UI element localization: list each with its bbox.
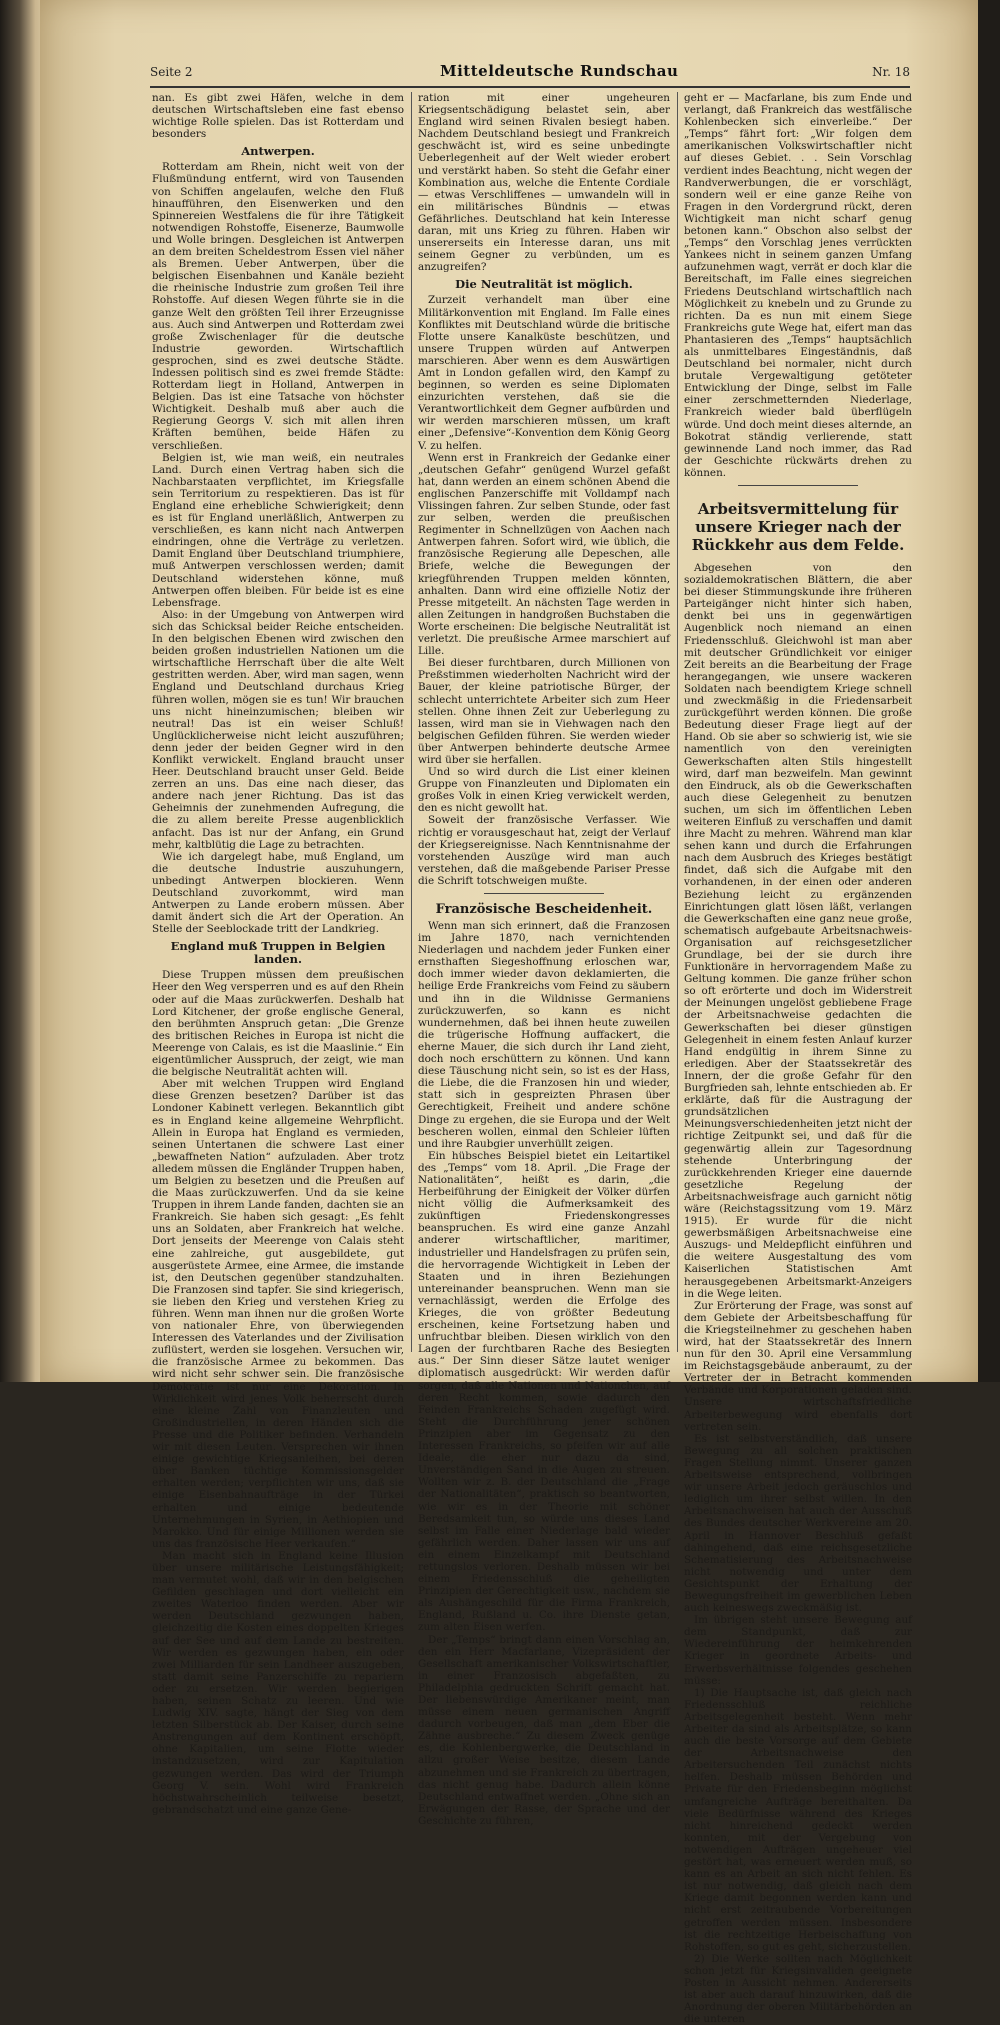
- paragraph: Der „Temps“ bringt dann einen Vorschlag an, den ein Herr Macfarlane, Vizepräsident der Gesellschaft amerikanischer Volkswirtschaftler, in einer Franzosisch abgefaßten, zu Philadelphia gedruckten Schrift gemacht hat. Der liebenswürdige Amerikaner meint, man müsse einem neuen germanischen Angriff dadurch vorbeugen, daß man „dem Eber die Zähne ausbreche.“ Zu diesem Zweck genüge es, die Kohlenbergwerke, die Deutschland in allzu großer Weise besitze, diesem Lande abzunehmen und sie Frankreich zu übertragen, das nicht genug habe. Dadurch allein könne Deutschland entwaffnet werden. „Ohne sich an Erwägungen der Rasse, der Sprache und der Geschichte zu führen,: [418, 1633, 670, 1827]
- paragraph: Bei dieser furchtbaren, durch Millionen von Preßstimmen wiederholten Nachricht wird der Bauer, der kleine patriotische Bürger, der schlecht unterrichtete Arbeiter sich zum Heer stellen. Ohne ihnen Zeit zur Ueberlegung zu lassen, wird man sie in Viehwagen nach den belgischen Gefilden führen. Sie werden wieder über Antwerpen behinderte deutsche Armee wird über sie herfallen.: [418, 657, 670, 766]
- header-rule: [150, 86, 910, 88]
- paragraph: Wenn man sich erinnert, daß die Franzosen im Jahre 1870, nach vernichtenden Niederlagen und nachdem jeder Funken einer ernsthaften Siegeshoffnung erloschen war, doch immer wieder davon deklamierten, die heilige Erde Frankreichs vom Feind zu säubern und ihn in die Wildnisse Germaniens zurückzuwerfen, so kann es nicht wundernehmen, daß bei ihnen heute zuweilen die trügerische Hoffnung auffackert, die eherne Mauer, die sich durch ihr Land zieht, doch noch erschüttern zu können. Und kann diese Täuschung nicht sein, so ist es der Hass, die Liebe, die die Franzosen hin und wieder, statt sich in gespreizten Phrasen über Gerechtigkeit, Freiheit und andere schöne Dinge zu ergehen, die sie Europa und der Welt bescheren wollen, einmal den Schleier lüften und ihre Raubgier unverhüllt zeigen.: [418, 920, 670, 1150]
- paragraph: ration mit einer ungeheuren Kriegsentschädigung belastet sein, aber England wird seinen Rivalen besiegt haben. Nachdem Deutschland besiegt und Frankreich geschwächt ist, wird es seine unbedingte Ueberlegenheit auf der Welt wieder erobert und verstärkt haben. So steht die Gefahr einer Kombination aus, welche die Entente Cordiale — etwas Verschliffenes — umwandeln will in ein militärisches Bündnis — etwas Gefährliches. Deutschland hat kein Interesse daran, mit uns Krieg zu führen. Haben wir unsererseits ein Interesse daran, uns mit seinem Gegner zu verbünden, um es anzugreifen?: [418, 92, 670, 274]
- paragraph: nan. Es gibt zwei Häfen, welche in dem deutschen Wirtschaftsleben eine fast ebenso wichtige Rolle spielen. Das ist Rotterdam und besonders: [152, 92, 404, 141]
- paragraph: Im übrigen steht unsere Bewegung auf dem Standpunkt, daß zur Wiedereinführung der heimkehrenden Krieger in geordnete Arbeits- und Erwerbsverhältnisse folgendes geschehen müsse:: [684, 1614, 912, 1687]
- paragraph: Soweit der französische Verfasser. Wie richtig er vorausgeschaut hat, zeigt der Verlauf der Kriegsereignisse. Nach Kenntnisnahme der vorstehenden Auszüge wird man auch verstehen, daß die maßgebende Pariser Presse die Schrift totschweigen mußte.: [418, 814, 670, 887]
- paragraph: 2) Die Werke sollten nach Möglichkeit schon jetzt für Kriegsinvaliden geeignete Posten in Aussicht nehmen. Andererseits ist aber auch darauf hinzuwirken, daß die Anordnung der oberen Militärbehörden an die unteren: [684, 1952, 912, 2025]
- paragraph: Also: in der Umgebung von Antwerpen wird sich das Schicksal beider Reiche entscheiden. In den belgischen Ebenen wird zwischen den beiden großen industriellen Nationen um die wirtschaftliche Herrschaft über die alte Welt gestritten werden. Aber, wird man sagen, wenn England und Deutschland durchaus Krieg führen wollen, mögen sie es tun! Wir brauchen uns nicht hineinzumischen; bleiben wir neutral! Das ist ein weiser Schluß! Unglücklicherweise nicht leicht auszuführen; denn jeder der beiden Gegner wird in den Konflikt verwickelt. England braucht unser Heer. Deutschland braucht unser Geld. Beide zerren an uns. Das eine nach dieser, das andere nach jener Richtung. Das ist das Geheimnis der zunehmenden Aufregung, die die zu allem bereite Presse augenblicklich anfacht. Das ist nur der Anfang, ein Grund mehr, kaltblütig die Lage zu betrachten.: [152, 608, 404, 851]
- column-2: [418, 92, 670, 1827]
- newspaper-title: Mitteldeutsche Rundschau: [440, 62, 679, 80]
- paragraph: Diese Truppen müssen dem preußischen Heer den Weg versperren und es auf den Rhein oder auf die Maas zurückwerfen. Deshalb hat Lord Kitchener, der große englische General, den berühmten Anspruch getan: „Die Grenze des britischen Reiches in Europa ist nicht die Meerenge von Calais, es ist die Maaslinie.“ Ein eigentümlicher Ausspruch, der zeigt, wie man die belgische Neutralität achten will.: [152, 969, 404, 1079]
- paragraph: Belgien ist, wie man weiß, ein neutrales Land. Durch einen Vertrag haben sich die Nachbarstaaten verpflichtet, im Kriegsfalle sein Territorium zu respektieren. Das ist für England eine erhebliche Schwierigkeit; denn es ist für England unerläßlich, Antwerpen zu verschließen, es kann nicht nach Antwerpen eindringen, ohne die Verträge zu verletzen. Damit England über Deutschland triumphiere, muß Antwerpen verschlossen werden; damit Deutschland widerstehen könne, muß Antwerpen offen bleiben. Für beide ist es eine Lebensfrage.: [152, 451, 404, 609]
- article-headline: Arbeitsvermittelung für unsere Krieger nach der Rückkehr aus dem Felde.: [691, 500, 905, 554]
- column-divider: [411, 92, 412, 1352]
- paragraph: Und so wird durch die List einer kleinen Gruppe von Finanzleuten und Diplomaten ein großes Volk in einen Krieg verwickelt werden, den es nicht gewollt hat.: [418, 766, 670, 815]
- paragraph: Man macht sich in England keine Illusion über unsere militärische Leistungsfähigkeit; man vermutet wohl, daß wir in den belgischen Gefilden geschlagen und dort vielleicht ein zweites Waterloo finden werden. Aber wir werden Deutschland gezwungen haben, gleichzeitig die Kosten eines doppelten Krieges auf der See und auf dem Lande zu bestreiten. Wir werden es gezwungen haben, ein oder zwei Milliarden für sein Landheer auszugeben, statt damit seine Panzerschiffe zu repariern oder zu ersetzen. Wir werden begierigen haben, seinen Schatz zu leeren. Und wie Ludwig XIV. sagte, hängt der Sieg von dem letzten Silberstück ab. Der Kaiser, durch seine Anstrengungen auf dem Kontinent erschöpft, ohne Kapitalien, um seine Flotte wieder instandzusetzen, wird zur Kapitulation gezwungen werden. Das wird der Triumph Georg V. sein. Wohl wird Frankreich höchstwahrscheinlich teilweise besetzt, gebrandschatzt und eine ganze Gene-: [152, 1549, 404, 1816]
- page-header: [150, 62, 910, 84]
- article-separator: [738, 485, 858, 486]
- paragraph: Aber mit welchen Truppen wird England diese Grenzen besetzen? Darüber ist das Londoner Kabinett verlegen. Bekanntlich gibt es in England keine allgemeine Wehrpflicht. Allein in Europa hat England es vermieden, seinen Untertanen die schwere Last einer „bewaffneten Nation“ aufzuladen. Aber trotz alledem müssen die Engländer Truppen haben, um Belgien zu besetzen und die Preußen auf die Maas zurückzuwerfen. Und da sie keine Truppen in ihrem Lande fanden, dachten sie an Frankreich. Sie haben sich gesagt: „Es fehlt uns an Soldaten, aber Frankreich hat welche. Dort jenseits der Meerenge von Calais steht eine zahlreiche, gut ausgebildete, gut ausgerüstete Armee, eine Armee, die imstande ist, den Deutschen gegenüber standzuhalten. Die Franzosen sind tapfer. Sie sind kriegerisch, sie lieben den Krieg und verstehen Krieg zu führen. Wenn man ihnen nur die großen Worte von nationaler Ehre, von überwiegenden Interessen des Vaterlandes und der Zivilisation zuflüstert, werden sie losgehen. Versuchen wir, die französische Armee zu bekommen. Das wird nicht sehr schwer sein. Die französische Demokratie ist nur eine Dekoration. In Wirklichkeit wird jenes Volk beherrscht durch eine kleine Zahl von Finanzleuten und Großindustriellen, in deren Händen sich die Presse und die Politiker befinden. Verhandeln wir mit diesen Leuten. Versprechen wir ihnen einige gewichtige Kriegsanleihen, bei deren über Banken tüchtige Kommissionsgelder erhalten werden; verpflichten wir uns, daß sie einige Eisenbahnaufträge in der Türkei erhalten und einige bedeutende Unternehmungen in Syrien, in Aethiopien und Marokko. Und für einige Millionen werden sie uns das französische Heer verkaufen.“: [152, 1078, 404, 1550]
- right-edge-shadow: [978, 0, 1000, 1382]
- paragraph: geht er — Macfarlane, bis zum Ende und verlangt, daß Frankreich das westfälische Kohlenbecken sich einverleibe.“ Der „Temps“ fährt fort: „Wir folgen dem amerikanischen Volkswirtschaftler nicht auf dieses Gebiet. . . Sein Vorschlag verdient indes Beachtung, nicht wegen der Randverwerbungen, die er vorschlägt, sondern weil er eine ganze Reihe von Fragen in den Vordergrund rückt, deren Wichtigkeit man nicht scharf genug betonen kann.“ Obschon also selbst der „Temps“ den Vorschlag jenes verrückten Yankees nicht in seinem ganzen Umfang aufzunehmen wagt, verrät er doch klar die Bereitschaft, im Falle eines siegreichen Friedens Deutschland wirtschaftlich nach Möglichkeit zu knebeln und zu Grunde zu richten. Da es nun mit einem Siege Frankreichs gute Wege hat, eifert man das Phantasieren des „Temps“ hauptsächlich als unmittelbares Eingeständnis, daß Deutschland bei normaler, nicht durch brutale Vergewaltigung getöteter Entwicklung der Dinge, selbst im Falle einer zerschmetternden Niederlage, Frankreich wieder bald überflügeln würde. Und doch meint dieses alternde, an Bokotrat ständig verlierende, statt gewinnende Land noch immer, das Rad der Geschichte rückwärts drehen zu können.: [684, 92, 912, 479]
- paragraph: Abgesehen von den sozialdemokratischen Blättern, die aber bei dieser Stimmungskunde ihre früheren Parteigänger nicht hinter sich haben, denkt bei uns in gegenwärtigen Augenblick noch niemand an einen Friedensschluß. Gleichwohl ist man aber mit deutscher Gründlichkeit vor einiger Zeit bereits an die Bearbeitung der Frage herangegangen, wie unsere wackeren Soldaten nach beendigtem Kriege schnell und zweckmäßig in die Friedensarbeit zurückgeführt werden können. Die große Bedeutung dieser Frage liegt auf der Hand. Ob sie aber so schwierig ist, wie sie namentlich von den vereinigten Gewerkschaften alten Stils hingestellt wird, darf man bezweifeln. Man gewinnt den Eindruck, als ob die Gewerkschaften auch diese Gelegenheit zu benutzen suchen, um sich im öffentlichen Leben weiteren Einfluß zu verschaffen und damit ihre Macht zu mehren. Während man klar sehen kann und durch die Erfahrungen nach dem Ausbruch des Krieges bestätigt findet, daß sich die Aufgabe mit den vorhandenen, in der einen oder anderen Beziehung leicht zu ergänzenden Einrichtungen glatt lösen läßt, verlangen die Gewerkschaften eine ganz neue große, schematisch aufgebaute Arbeitsnachweis-Organisation auf reichsgesetzlicher Grundlage, bei der sie durch ihre Funktionäre in hervorragendem Maße zu Geltung kommen. Die ganze früher schon so oft erörterte und doch im Widerstreit der Meinungen ungelöst gebliebene Frage der Arbeitsnachweise gedachten die Gewerkschaften bei dieser günstigen Gelegenheit in einem festen Anlauf kurzer Hand endgültig in ihrem Sinne zu erledigen. Aber der Staatssekretär des Innern, der die große Gefahr für den Burgfrieden sah, lehnte entschieden ab. Er erklärte, daß für die Austragung der grundsätzlichen Meinungsverschiedenheiten jetzt nicht der richtige Zeitpunkt sei, und daß für die gegenwärtig allein zur Tagesordnung stehende Unterbringung der zurückkehrenden Krieger eine dauernde gesetzliche Regelung der Arbeitsnachweisfrage auch garnicht nötig wäre (Reichstagssitzung vom 19. März 1915). Er wurde für die nicht gewerbsmäßigen Arbeitsnachweise eine Auszugs- und Meldepflicht einführen und die weitere Ausgestaltung des vom Kaiserlichen Statistischen Amt herausgegebenen Arbeitsmarkt-Anzeigers in die Wege leiten.: [684, 562, 912, 1300]
- article-separator: [484, 893, 604, 894]
- column-divider: [677, 92, 678, 1352]
- book-binding: [0, 0, 44, 1382]
- page-number: Seite 2: [150, 65, 193, 79]
- paragraph: Zur Erörterung der Frage, was sonst auf dem Gebiete der Arbeitsbeschaffung für die Kriegsteilnehmer zu geschehen haben wird, hat der Staatssekretär des Innern nun für den 30. April eine Versammlung im Reichstagsgebäude anberaumt, zu der Vertreter der in Betracht kommenden Verbände und Korporationen geladen sind. Unsere wirtschaftsfriedliche Arbeiterbewegung wird ebenfalls dort vertreten sein.: [684, 1299, 912, 1433]
- issue-number: Nr. 18: [872, 65, 910, 79]
- section-heading: Die Neutralität ist möglich.: [455, 277, 633, 292]
- column-3: [684, 92, 912, 2025]
- paragraph: Wie ich dargelegt habe, muß England, um die deutsche Industrie auszuhungern, unbedingt Antwerpen blockieren. Wenn Deutschland zuvorkommt, wird man Antwerpen zu Lande erobern müssen. Aber damit ändert sich die Art der Operation. An Stelle der Seeblockade tritt der Landkrieg.: [152, 850, 404, 936]
- paragraph: Rotterdam am Rhein, nicht weit von der Flußmündung entfernt, wird von Tausenden von Schiffen angelaufen, welche den Fluß hinaufführen, den Eisenwerken und den Spinnereien Westfalens die für ihre Tätigkeit notwendigen Rohstoffe, Eisenerze, Baumwolle und Wolle bringen. Desgleichen ist Antwerpen an dem breiten Scheldestrom Essen viel näher als Bremen. Ueber Antwerpen, über die belgischen Eisenbahnen und Kanäle bezieht die rheinische Industrie zum großen Teil ihre Rohstoffe. Auf diesen Wegen führte sie in die ganze Welt den größten Teil ihrer Erzeugnisse aus. Auch sind Antwerpen und Rotterdam zwei große Zwischenlager für die deutsche Industrie geworden. Wirtschaftlich gesprochen, sind es zwei deutsche Städte. Indessen politisch sind es zwei fremde Städte: Rotterdam liegt in Holland, Antwerpen in Belgien. Das ist eine Tatsache von höchster Wichtigkeit. Deshalb muß aber auch die Regierung Georgs V. sich mit allen ihren Kräften bemühen, beide Häfen zu verschließen.: [152, 161, 404, 452]
- paragraph: Es ist selbstverständlich, daß unsere Bewegung zu all solchen praktischen Fragen Stellung nimmt. Unserer ganzen Arbeitsweise entsprechend, vollbringen wir unsere Arbeit jedoch geräuschlos und lediglich um ihrer selbst willen. In den Arbeitsnachweisen hat auch der Ausschuß des Bundes deutscher Werkvereine am 20. April in Hannover Beschluß gefaßt dahingehend, daß eine reichsgesetzliche Schematisierung des Arbeitsnachweise nicht notwendig und unter dem Gesichtspunkt der Erhaltung der Bewegungsfreiheit im gewerblichen Leben auch keineswegs zweckmäßig ist.: [684, 1432, 912, 1615]
- section-heading: Antwerpen.: [241, 144, 315, 159]
- paragraph: Ein hübsches Beispiel bietet ein Leitartikel des „Temps“ vom 18. April. „Die Frage der Nationalitäten“, heißt es darin, „die Herbeiführung der Einigkeit der Völker dürfen nicht völlig die Aufmerksamkeit des zukünftigen Friedenskongresses beanspruchen. Es wird eine ganze Anzahl anderer wirtschaftlicher, maritimer, industrieller und Handelsfragen zu prüfen sein, die hervorragende Wichtigkeit in Leben der Staaten und in ihren Beziehungen untereinander beanspruchen. Wenn man sie vernachlässigt, werden die Erfolge des Krieges, die von größter Bedeutung erscheinen, keine Fortsetzung haben und unfruchtbar bleiben. Diesen wirklich von den Lagen der furchtbaren Rache des Besiegten aus.“ Der Sinn dieser Sätze lautet weniger diplomatisch ausgedrückt: Wir werden dafür sorgen, daß alle Nationen und Nationchen, auf deren Recht kommen, sowie dadurch den Feinden Frankreichs Schaden zugefügt wird. Steht die Durchführung jener schönen Prinzipien aber im Gegensatz zu den Interessen Frankreichs, so pfeifen wir auf alle Ideale, die eher nur dazu da sind, Unverständigen Sand in die Augen zu streuen. Wollten wir z. B. der Deutschland die „Frage der Nationalitäten“, praktisch so beantworten, wie wir es in der Theorie mit schöner Beredsamkeit tun, so würde uns dieses Land selbst im Falle einer Niederlage bald wieder gefährlich werden. Daher lassen wir uns auf ein einem Einzelkampf mit Deutschland rettungslos verloren. Deshalb müssen wir bei einem Friedensschluß die geheiligten Prinzipien der Gerechtigkeit usw., nachdem sie als Aushängeschild für die Firma Frankreich, England, Rußland u. Co. ihre Dienste getan, zum alten Eisen werfen.: [418, 1149, 670, 1634]
- article-heading: Französische Bescheidenheit.: [435, 902, 653, 917]
- paragraph: Zurzeit verhandelt man über eine Militärkonvention mit England. Im Falle eines Konfliktes mit Deutschland würde die britische Flotte unsere Kanalküste beschützen, und unsere Truppen würden auf Antwerpen marschieren. Aber wenn es dem Auswärtigen Amt in London gefallen wird, den Kampf zu beginnen, so werden es seine Diplomaten einzurichten verstehen, daß sie die Verantwortlichkeit dem Gegner aufbürden und wir werden marschieren müssen, um kraft einer „Defensive“-Konvention dem König Georg V. zu helfen.: [418, 294, 670, 452]
- paragraph: Wenn erst in Frankreich der Gedanke einer „deutschen Gefahr“ genügend Wurzel gefaßt hat, dann werden an einem schönen Abend die englischen Panzerschiffe mit Volldampf nach Vlissingen fahren. Zur selben Stunde, oder fast zur selben, werden die preußischen Regimenter in Schnellzügen von Aachen nach Antwerpen fahren. Sofort wird, wie üblich, die französische Regierung alle Depeschen, alle Briefe, welche die Bewegungen der kriegführenden Truppen melden könnten, anhalten. Dann wird eine offizielle Notiz der Presse mitgeteilt. An nächsten Tage werden in allen Zeitungen in handgroßen Buchstaben die Worte erscheinen: Die belgische Neutralität ist verletzt. Die preußische Armee marschiert auf Lille.: [418, 451, 670, 658]
- column-1: [152, 92, 404, 1816]
- section-heading: England muß Truppen in Belgien landen.: [170, 939, 386, 967]
- paragraph: 1) Die Hauptsache ist, daß gleich nach Friedensschluß reichliche Arbeitsgelegenheit besteht. Wenn mehr Arbeiter da sind als Arbeitsplätze, so kann auch die beste Vorsorge auf dem Gebiete der Arbeitsnachweise den Arbeitersuchenden Teil zunächst nichts helfen. Deshalb müssen Behörden und Private für den Friedensbeginn möglichst umfangreiche Aufträge bereithalten. Da viele Bedürfnisse während des Krieges nicht hinreichend gedeckt werden konnten, mit der Vergebung von notwendigen Aufträgen ungeheuer viel gestört hat, was erneuert werden muß, so kann es an Arbeit an sich nicht fehlen. Es ist nur notwendig, daß gleich nach dem Kriege damit begonnen werden kann und nicht erst zeitraubende Vorbereitungen getroffen werden müssen. Insbesondere ist die rechtzeitige Herbeischaffung von Rohstoffen, so gut es geht, sicherzustellen.: [684, 1686, 912, 1953]
